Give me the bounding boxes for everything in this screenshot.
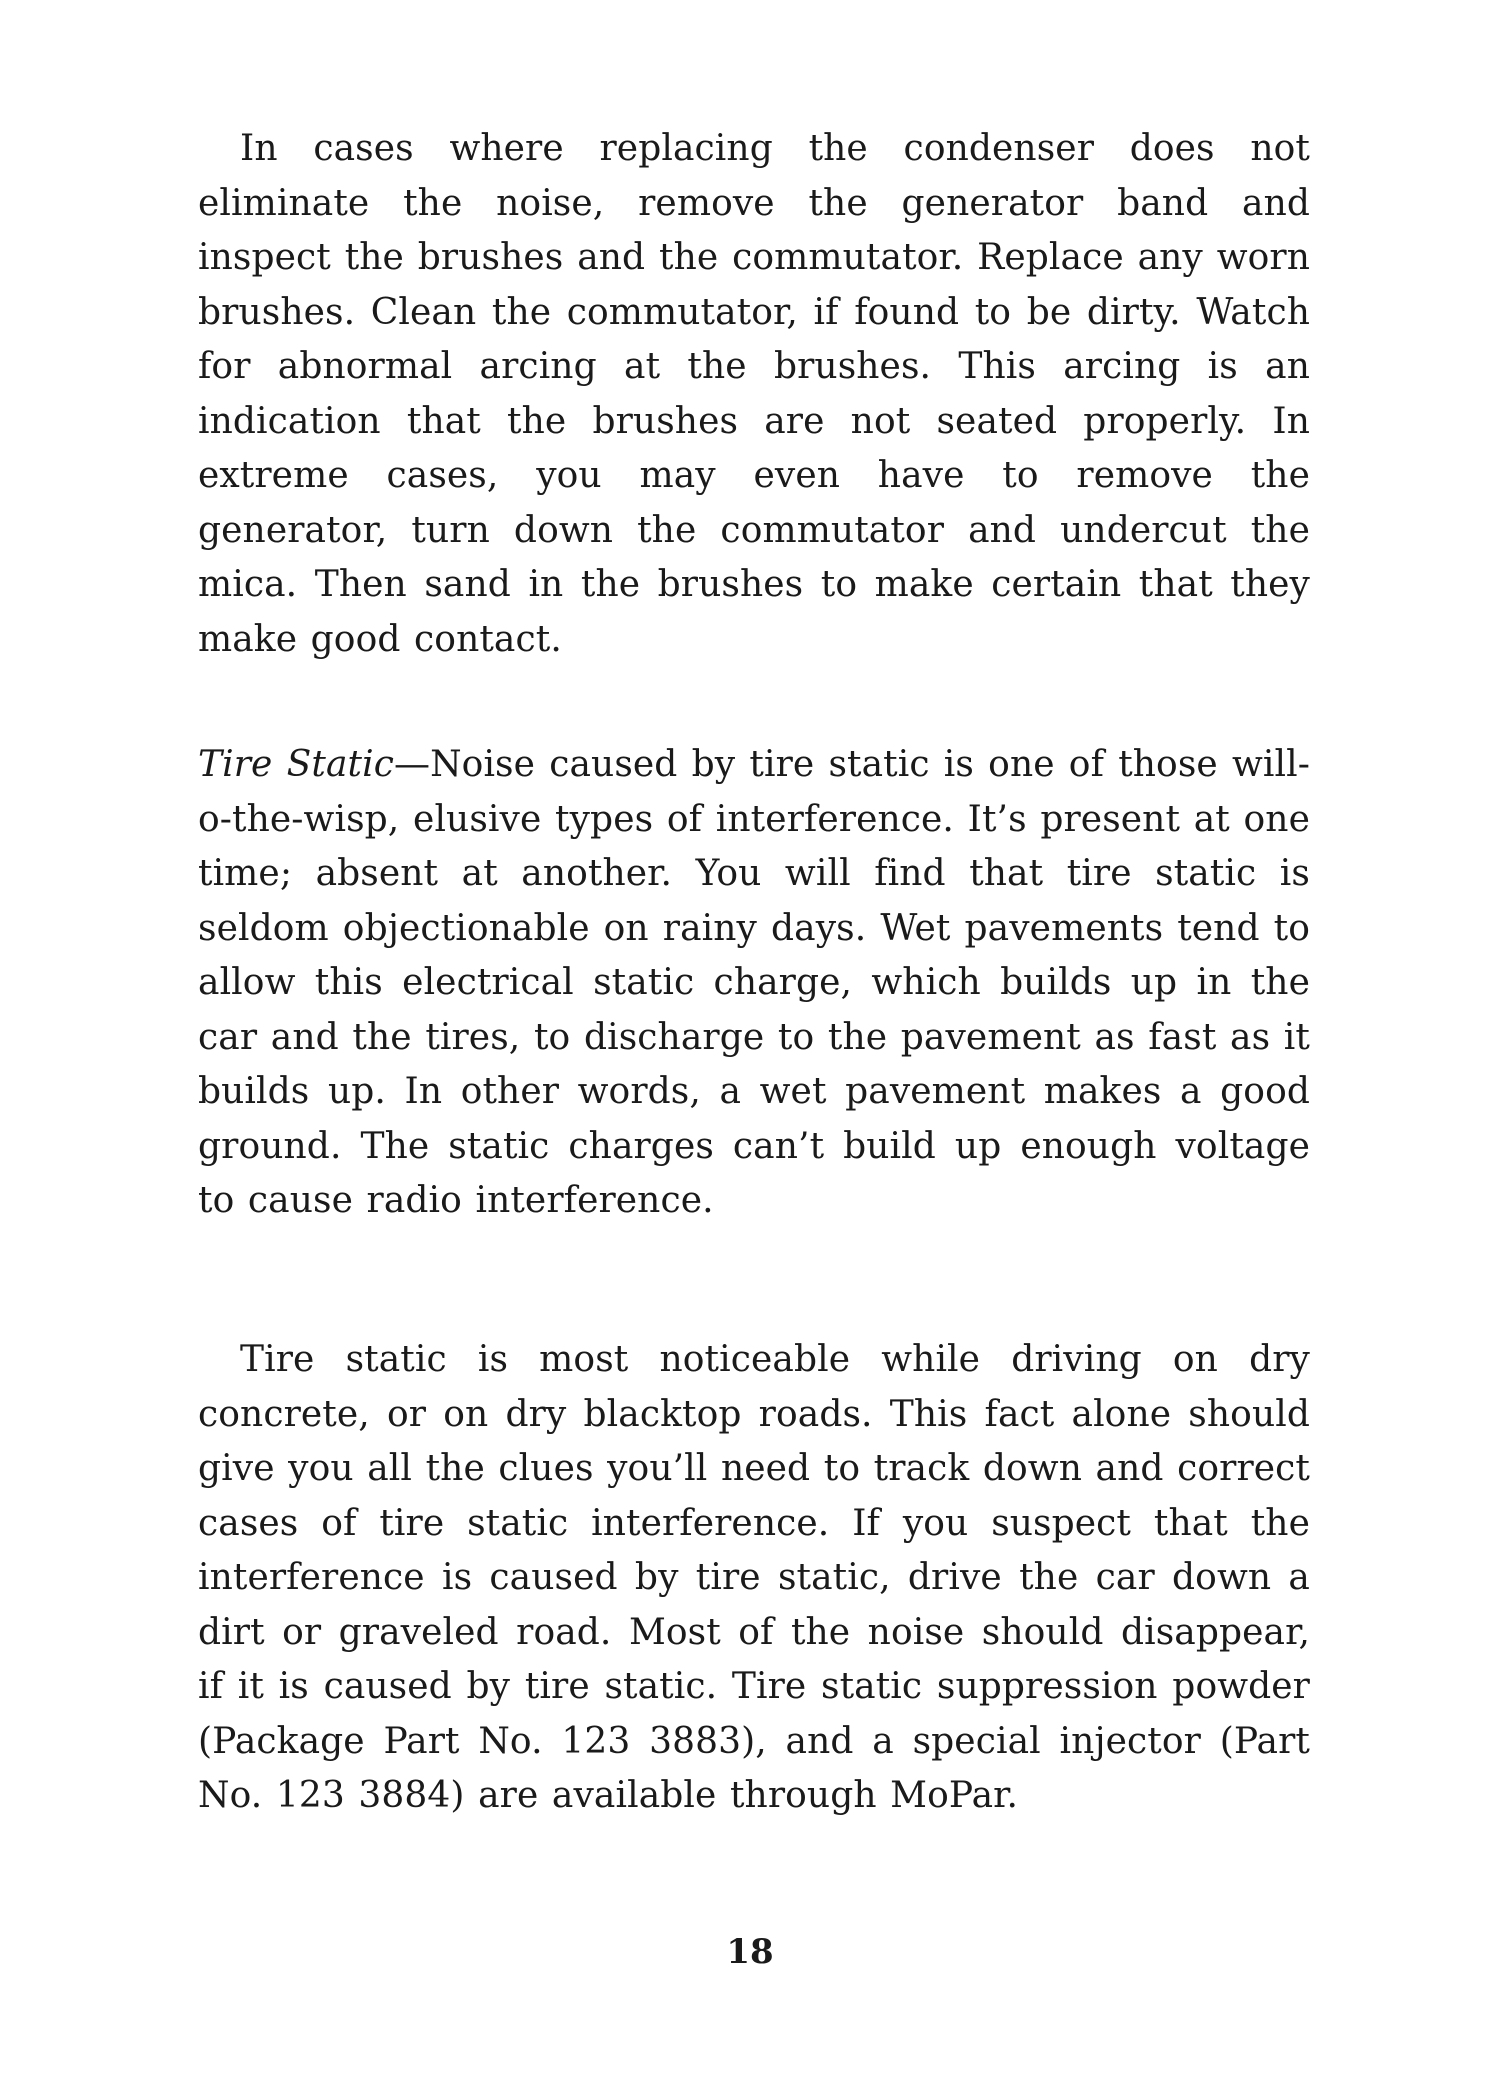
section-lead-tire-static: Tire Static	[198, 744, 394, 785]
paragraph-tire-static	[198, 738, 1310, 1229]
page-number: 18	[726, 1932, 774, 1972]
paragraph-tire-static-body: —Noise caused by tire static is one of those will-o-the-wisp, elusive types of interference. It’s present at one time; absent at another. You will find that tire static is seldom objectionable on rainy days. Wet pavements tend to allow this electrical static charge, which builds up in the car and the tires, to discharge to the pavement as fast as it builds up. In other words, a wet pavement makes a good ground. The static charges can’t build up enough voltage to cause radio interference.	[198, 744, 1310, 1221]
paragraph-condenser-brushes: In cases where replacing the condenser does not eliminate the noise, remove the generator band and inspect the brushes and the commutator. Replace any worn brushes. Clean the commutator, if found to be dirty. Watch for abnormal arcing at the brushes. This arcing is an indication that the brushes are not seated properly. In extreme cases, you may even have to remove the generator, turn down the commutator and undercut the mica. Then sand in the brushes to make certain that they make good contact.	[198, 128, 1310, 660]
paragraph-tire-static-suppression: Tire static is most noticeable while driving on dry concrete, or on dry blacktop roads. This fact alone should give you all the clues you’ll need to track down and correct cases of tire static interference. If you suspect that the interference is caused by tire static, drive the car down a dirt or graveled road. Most of the noise should disappear, if it is caused by tire static. Tire static suppression powder (Package Part No. 123 3883), and a special injector (Part No. 123 3884) are available through MoPar.	[198, 1339, 1310, 1816]
